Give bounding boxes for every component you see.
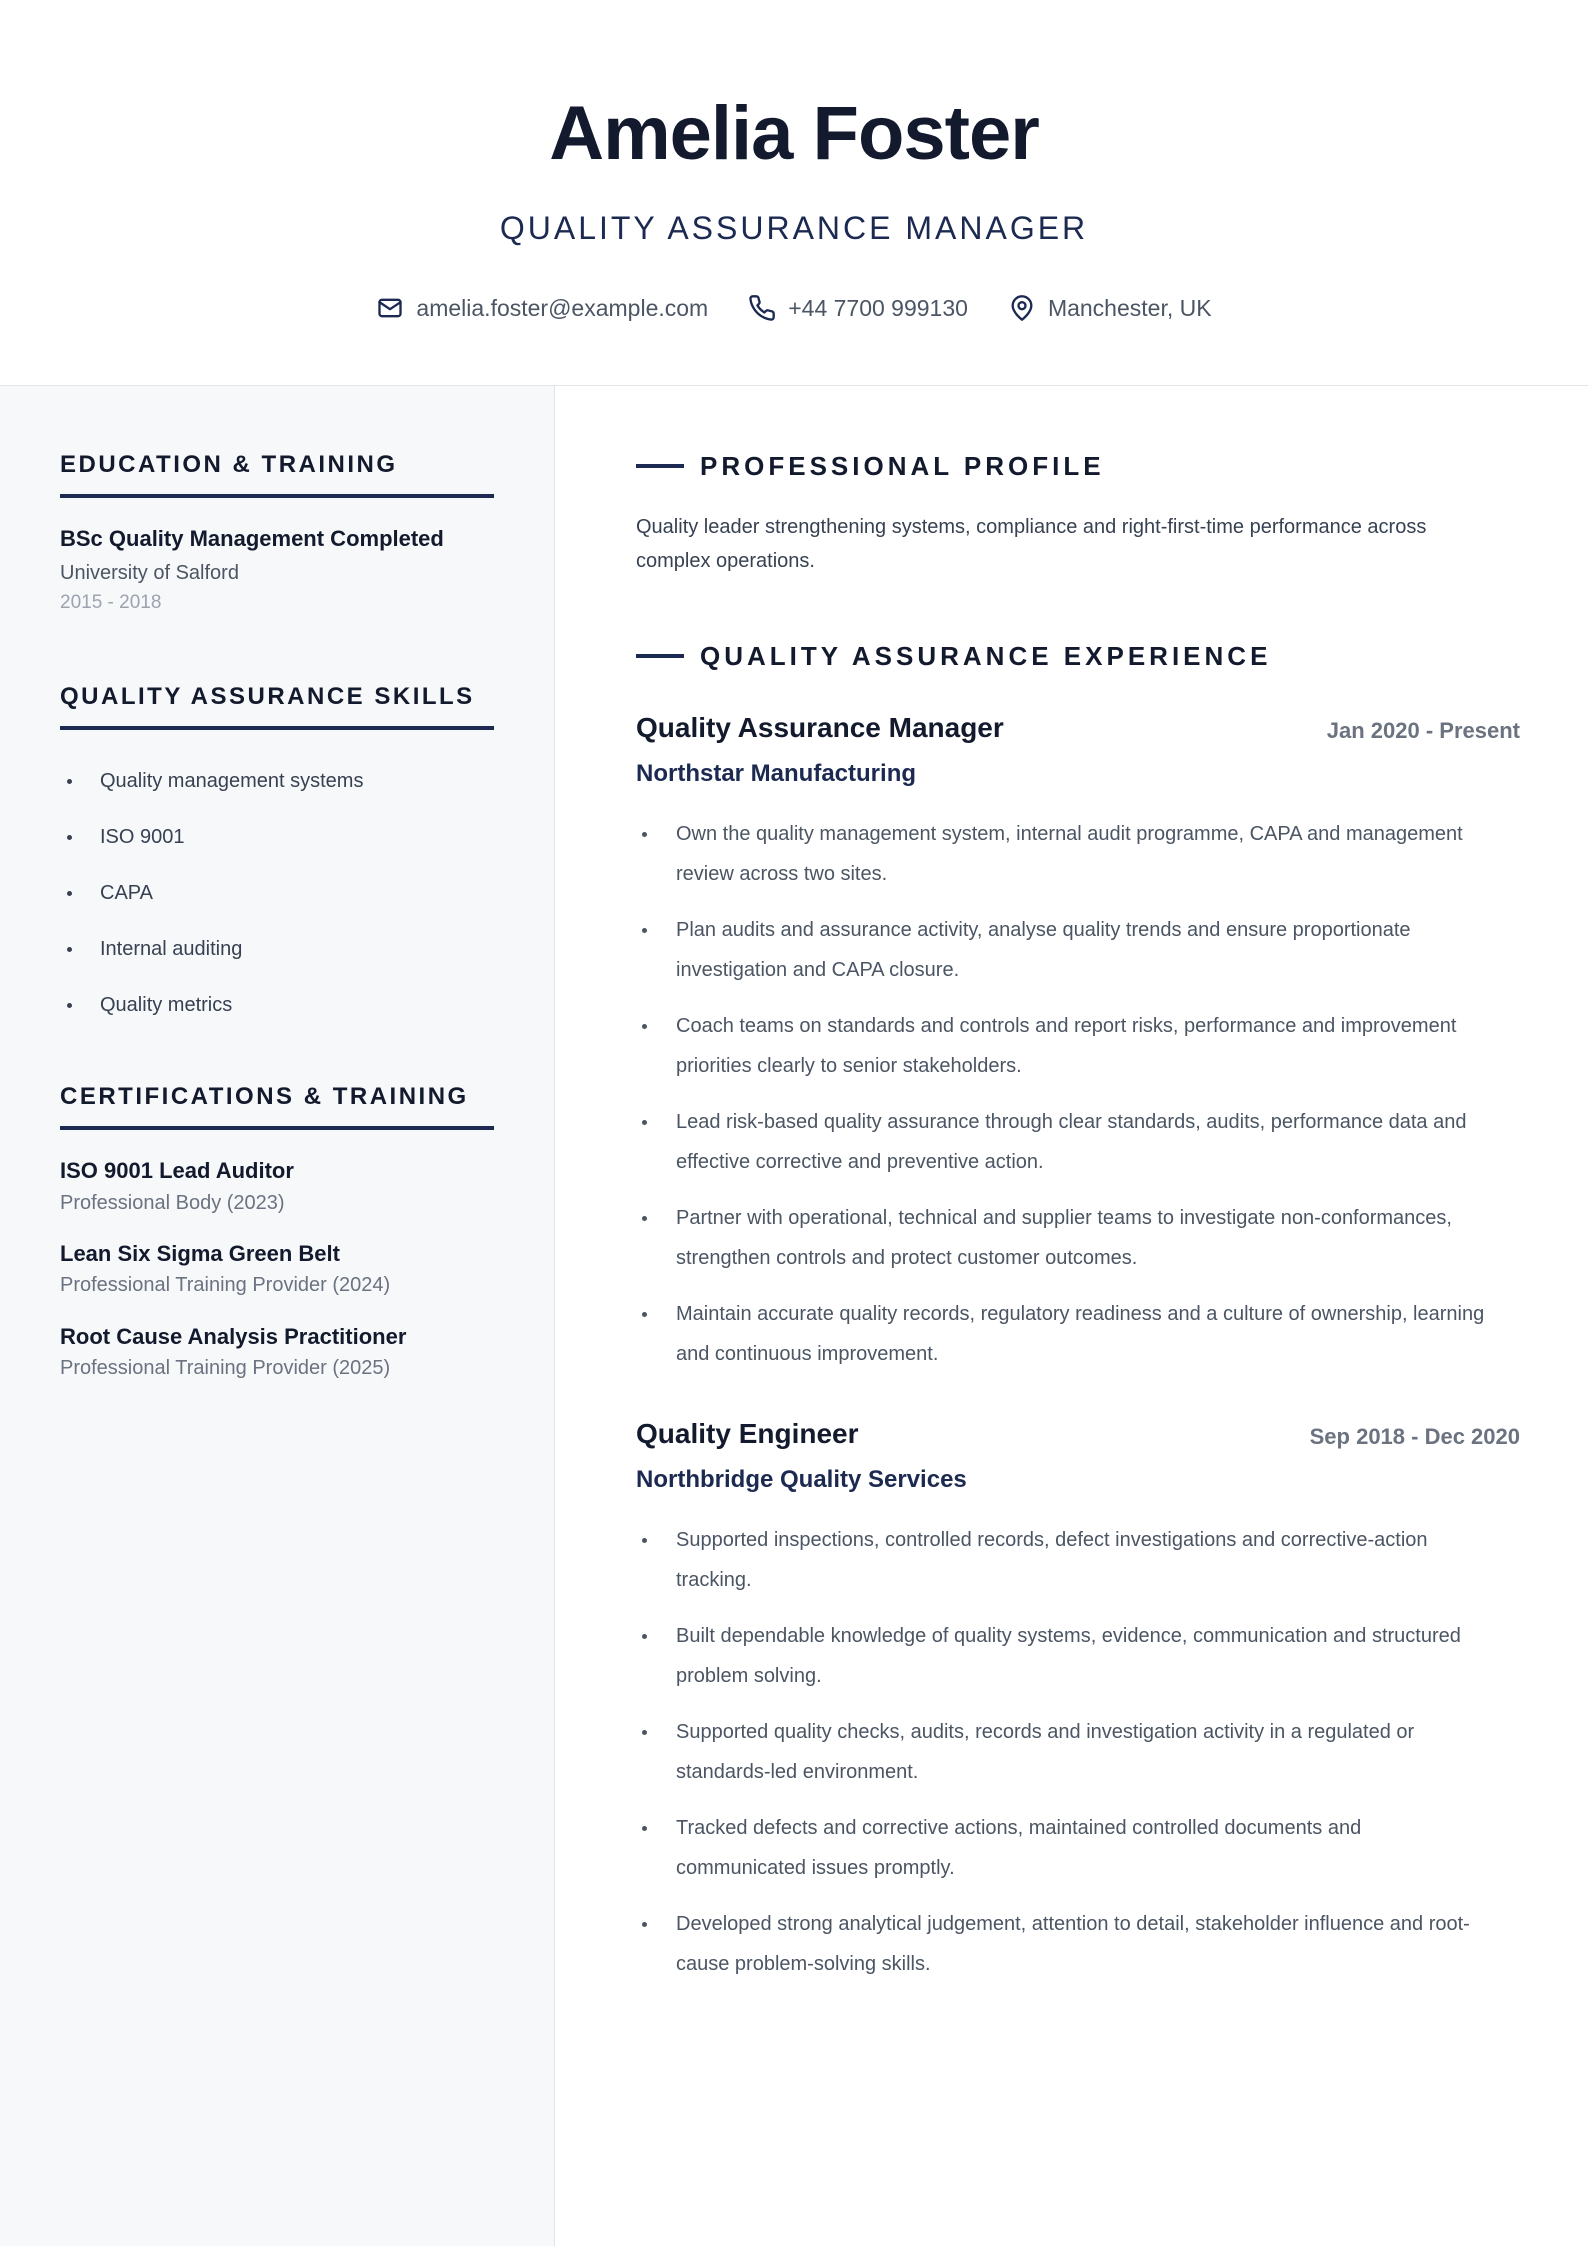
- resume-header: [0, 0, 1588, 386]
- heading-rule: [636, 654, 684, 658]
- list-item: Tracked defects and corrective actions, maintained controlled documents and communicated issues promptly.: [636, 1808, 1496, 1888]
- profile-summary: Quality leader strengthening systems, compliance and right-first-time performance across complex operations.: [636, 516, 1427, 572]
- education-years: 2015 - 2018: [60, 592, 162, 613]
- candidate-name: Amelia Foster: [549, 91, 1039, 176]
- contact-bar: [0, 292, 1588, 324]
- list-item: Quality management systems: [60, 762, 363, 818]
- heading-rule: [636, 464, 684, 468]
- certifications-heading: CERTIFICATIONS & TRAINING: [60, 1082, 494, 1130]
- certification-name: Lean Six Sigma Green Belt: [60, 1241, 340, 1266]
- job-dates: Sep 2018 - Dec 2020: [1309, 1424, 1520, 1449]
- job-bullets: [636, 814, 1496, 1390]
- location-text: Manchester, UK: [1047, 295, 1212, 321]
- list-item: Developed strong analytical judgement, attention to detail, stakeholder influence and root-cause problem-solving skills.: [636, 1904, 1496, 1984]
- contact-location: [1008, 292, 1212, 324]
- degree-name: BSc Quality Management Completed: [60, 526, 444, 551]
- list-item: ISO 9001: [60, 818, 363, 874]
- profile-heading-text: PROFESSIONAL PROFILE: [700, 451, 1105, 481]
- job-role: Quality Assurance Manager: [636, 712, 1004, 743]
- location-pin-icon: [1008, 294, 1036, 322]
- list-item: Coach teams on standards and controls and report risks, performance and improvement priorities clearly to senior stakeholders.: [636, 1006, 1496, 1086]
- certification-name: Root Cause Analysis Practitioner: [60, 1324, 407, 1349]
- list-item: Supported inspections, controlled records, defect investigations and corrective-action tracking.: [636, 1520, 1496, 1600]
- list-item: Supported quality checks, audits, records and investigation activity in a regulated or standards-led environment.: [636, 1712, 1496, 1792]
- list-item: Partner with operational, technical and supplier teams to investigate non-conformances, strengthen controls and protect customer outcomes.: [636, 1198, 1496, 1278]
- certification-org: Professional Body (2023): [60, 1192, 285, 1214]
- company-name: Northstar Manufacturing: [636, 760, 917, 787]
- list-item: CAPA: [60, 874, 363, 930]
- job-dates: Jan 2020 - Present: [1326, 718, 1520, 743]
- company-name: Northbridge Quality Services: [636, 1466, 967, 1493]
- job-title-heading: QUALITY ASSURANCE MANAGER: [499, 210, 1089, 246]
- profile-heading: [636, 450, 1105, 482]
- list-item: Quality metrics: [60, 986, 363, 1042]
- job-role: Quality Engineer: [636, 1418, 859, 1449]
- certification-org: Professional Training Provider (2025): [60, 1357, 391, 1379]
- education-heading: EDUCATION & TRAINING: [60, 450, 494, 498]
- mail-icon: [376, 294, 404, 322]
- phone-text: +44 7700 999130: [788, 295, 968, 321]
- experience-heading: [636, 640, 1271, 672]
- list-item: Maintain accurate quality records, regulatory readiness and a culture of ownership, learning and continuous improvement.: [636, 1294, 1496, 1374]
- email-text: amelia.foster@example.com: [416, 295, 709, 321]
- skills-heading: QUALITY ASSURANCE SKILLS: [60, 682, 494, 730]
- list-item: Lead risk-based quality assurance through clear standards, audits, performance data and effective corrective and preventive action.: [636, 1102, 1496, 1182]
- experience-heading-text: QUALITY ASSURANCE EXPERIENCE: [700, 641, 1272, 671]
- main-content: [555, 386, 1588, 2246]
- list-item: Built dependable knowledge of quality systems, evidence, communication and structured problem solving.: [636, 1616, 1496, 1696]
- list-item: Plan audits and assurance activity, analyse quality trends and ensure proportionate investigation and CAPA closure.: [636, 910, 1496, 990]
- sidebar: [0, 386, 555, 2246]
- job-bullets: [636, 1520, 1496, 2000]
- list-item: Internal auditing: [60, 930, 363, 986]
- skills-list: [60, 762, 363, 1042]
- certification-org: Professional Training Provider (2024): [60, 1274, 391, 1296]
- list-item: Own the quality management system, internal audit programme, CAPA and management review across two sites.: [636, 814, 1496, 894]
- phone-icon: [748, 294, 776, 322]
- certification-name: ISO 9001 Lead Auditor: [60, 1158, 294, 1183]
- contact-email[interactable]: [376, 292, 708, 324]
- school-name: University of Salford: [60, 562, 239, 584]
- contact-phone[interactable]: [748, 292, 968, 324]
